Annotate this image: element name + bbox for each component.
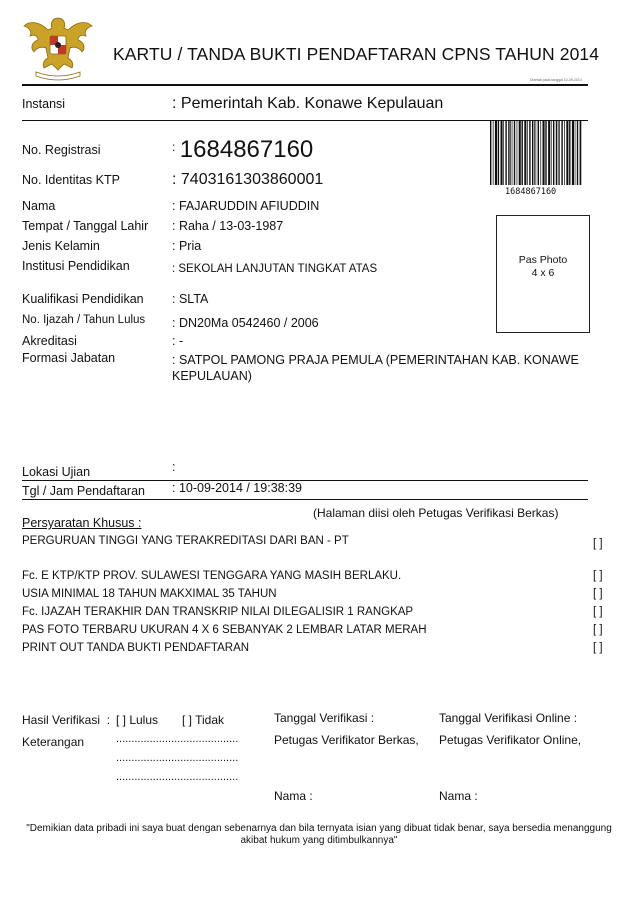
- institusi-label: Institusi Pendidikan: [22, 259, 130, 273]
- barcode-bar: [534, 121, 535, 185]
- keterangan-dots-3: ........................................: [116, 771, 239, 783]
- kualifikasi-label: Kualifikasi Pendidikan: [22, 292, 144, 306]
- barcode-bar: [536, 121, 537, 185]
- ijazah-label: No. Ijazah / Tahun Lulus: [22, 314, 146, 326]
- jk-label: Jenis Kelamin: [22, 239, 100, 253]
- verification-note: (Halaman diisi oleh Petugas Verifikasi Berkas): [313, 506, 559, 520]
- requirement-checkbox: [ ]: [593, 624, 603, 636]
- tanggal-verifikasi-online-label: Tanggal Verifikasi Online :: [439, 711, 578, 725]
- lokasi-divider: [22, 480, 588, 481]
- requirement-checkbox: [ ]: [593, 642, 603, 654]
- barcode-bar: [493, 121, 494, 185]
- barcode-bar: [512, 121, 513, 185]
- barcode-bar: [575, 121, 576, 185]
- tgl-pendaftaran-label: Tgl / Jam Pendaftaran: [22, 484, 145, 498]
- barcode-bar: [548, 121, 550, 185]
- keterangan-dots-1: ........................................: [116, 733, 239, 745]
- nama-verifikator-berkas: Nama :: [274, 789, 313, 803]
- jk-value: : Pria: [172, 239, 202, 253]
- barcode-bar: [495, 121, 497, 185]
- ktp-value: : 7403161303860001: [172, 171, 324, 188]
- barcode-bar: [505, 121, 506, 185]
- registrasi-label: No. Registrasi: [22, 143, 101, 157]
- institusi-value: : SEKOLAH LANJUTAN TINGKAT ATAS: [172, 263, 378, 275]
- instansi-label: Instansi: [22, 97, 66, 111]
- barcode-bar: [517, 121, 518, 185]
- requirement-item: PAS FOTO TERBARU UKURAN 4 X 6 SEBANYAK 2 LEMBAR LATAR MERAH: [22, 624, 427, 636]
- ttl-label: Tempat / Tanggal Lahir: [22, 219, 149, 233]
- tgl-pendaftaran-value: : 10-09-2014 / 19:38:39: [172, 481, 302, 495]
- ijazah-value: : DN20Ma 0542460 / 2006: [172, 316, 319, 330]
- requirements-title: Persyaratan Khusus :: [22, 516, 142, 530]
- barcode-bar: [580, 121, 581, 185]
- barcode-bar: [538, 121, 539, 185]
- page-title: KARTU / TANDA BUKTI PENDAFTARAN CPNS TAHUN 2014: [113, 44, 600, 64]
- pas-photo-label: Pas Photo: [518, 254, 568, 266]
- barcode-bar: [532, 121, 533, 185]
- barcode-bar: [558, 121, 559, 185]
- keterangan-label: Keterangan: [22, 735, 85, 749]
- barcode-bar: [514, 121, 515, 185]
- barcode-bar: [564, 121, 565, 185]
- barcode-bar: [543, 121, 545, 185]
- barcode-bar: [501, 121, 503, 185]
- barcode-bar: [524, 121, 526, 185]
- registrasi-value: : 1684867160: [172, 136, 314, 163]
- nama-value: : FAJARUDDIN AFIUDDIN: [172, 199, 320, 213]
- pas-photo-box: [496, 215, 590, 333]
- nama-verifikator-online: Nama :: [439, 789, 478, 803]
- requirement-item: PRINT OUT TANDA BUKTI PENDAFTARAN: [22, 642, 250, 654]
- garuda-emblem-icon: [22, 12, 94, 82]
- requirement-checkbox: [ ]: [593, 538, 603, 550]
- barcode-bar: [498, 121, 499, 185]
- barcode-bar: [556, 121, 557, 185]
- barcode-bar: [561, 121, 562, 185]
- tidak-checkbox: [ ] Tidak: [182, 713, 225, 727]
- requirement-checkbox: [ ]: [593, 606, 603, 618]
- barcode-bar: [569, 121, 570, 185]
- barcode-bar: [566, 121, 568, 185]
- requirement-checkbox: [ ]: [593, 588, 603, 600]
- barcode-bar: [529, 121, 530, 185]
- akreditasi-value: : -: [172, 334, 184, 348]
- keterangan-dots-2: ........................................: [116, 752, 239, 764]
- requirement-item: Fc. IJAZAH TERAKHIR DAN TRANSKRIP NILAI DILEGALISIR 1 RANGKAP: [22, 606, 414, 618]
- barcode-bar: [508, 121, 509, 185]
- barcode-bar: [503, 121, 504, 185]
- barcode-bar: [559, 121, 560, 185]
- header-divider: [22, 84, 588, 86]
- lokasi-value: :: [172, 460, 176, 474]
- lokasi-label: Lokasi Ujian: [22, 465, 91, 479]
- petugas-berkas-label: Petugas Verifikator Berkas,: [274, 733, 419, 747]
- petugas-online-label: Petugas Verifikator Online,: [439, 733, 582, 747]
- formasi-label: Formasi Jabatan: [22, 351, 116, 365]
- instansi-value: : Pemerintah Kab. Konawe Kepulauan: [172, 95, 444, 112]
- declaration-statement: "Demikian data pribadi ini saya buat dengan sebenarnya dan bila ternyata isian yang dibuat tidak benar, saya bersedia menanggung akibat hukum yang ditimbulkannya": [26, 823, 612, 846]
- kualifikasi-value: : SLTA: [172, 292, 209, 306]
- barcode-bar: [572, 121, 574, 185]
- tanggal-verifikasi-label: Tanggal Verifikasi :: [274, 711, 375, 725]
- barcode-bar: [540, 121, 541, 185]
- barcode-number: 1684867160: [505, 187, 557, 197]
- barcode-bar: [577, 121, 578, 185]
- barcode-bar: [490, 121, 491, 185]
- barcode-bar: [527, 121, 528, 185]
- lulus-checkbox: [ ] Lulus: [116, 713, 159, 727]
- barcode-image: [490, 121, 582, 185]
- akreditasi-label: Akreditasi: [22, 334, 77, 348]
- nama-label: Nama: [22, 199, 56, 213]
- tgl-divider: [22, 499, 588, 500]
- requirement-item: PERGURUAN TINGGI YANG TERAKREDITASI DARI BAN - PT: [22, 535, 349, 547]
- barcode-bar: [551, 121, 552, 185]
- pas-photo-size: 4 x 6: [531, 267, 555, 279]
- print-note: Dicetak pada tanggal 10-09-2014: [530, 78, 582, 82]
- barcode-bar: [553, 121, 554, 185]
- ttl-value: : Raha / 13-03-1987: [172, 219, 284, 233]
- requirement-checkbox: [ ]: [593, 570, 603, 582]
- barcode-bar: [545, 121, 546, 185]
- barcode-bar: [519, 121, 521, 185]
- requirement-item: Fc. E KTP/KTP PROV. SULAWESI TENGGARA YANG MASIH BERLAKU.: [22, 570, 402, 582]
- requirement-item: USIA MINIMAL 18 TAHUN MAKXIMAL 35 TAHUN: [22, 588, 277, 600]
- hasil-verifikasi-label: Hasil Verifikasi :: [22, 713, 111, 727]
- ktp-label: No. Identitas KTP: [22, 173, 120, 187]
- barcode-bar: [522, 121, 523, 185]
- formasi-value: : SATPOL PAMONG PRAJA PEMULA (PEMERINTAHAN KAB. KONAWE KEPULAUAN): [172, 353, 579, 383]
- barcode-bar: [510, 121, 511, 185]
